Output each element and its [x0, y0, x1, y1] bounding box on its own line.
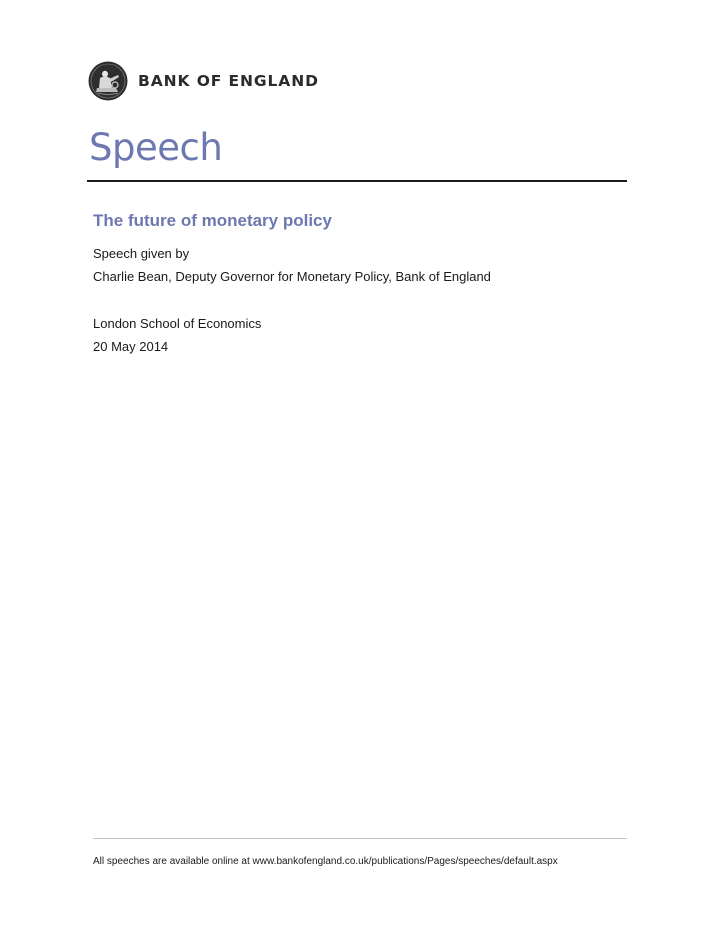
speech-title: The future of monetary policy — [93, 211, 332, 230]
footer-divider — [93, 838, 627, 839]
venue-line: London School of Economics — [93, 316, 262, 331]
header-divider — [87, 180, 627, 182]
speaker-line: Charlie Bean, Deputy Governor for Monetary Policy, Bank of England — [93, 269, 491, 284]
bank-name: BANK OF ENGLAND — [138, 72, 319, 90]
given-by-label: Speech given by — [93, 246, 190, 261]
document-type-heading: Speech — [89, 126, 223, 169]
date-line: 20 May 2014 — [93, 339, 169, 354]
bank-logo — [88, 61, 319, 101]
footer-note: All speeches are available online at www.bankofengland.co.uk/publications/Pages/speeches/default.aspx — [93, 856, 558, 867]
bank-seal-icon — [88, 61, 128, 101]
